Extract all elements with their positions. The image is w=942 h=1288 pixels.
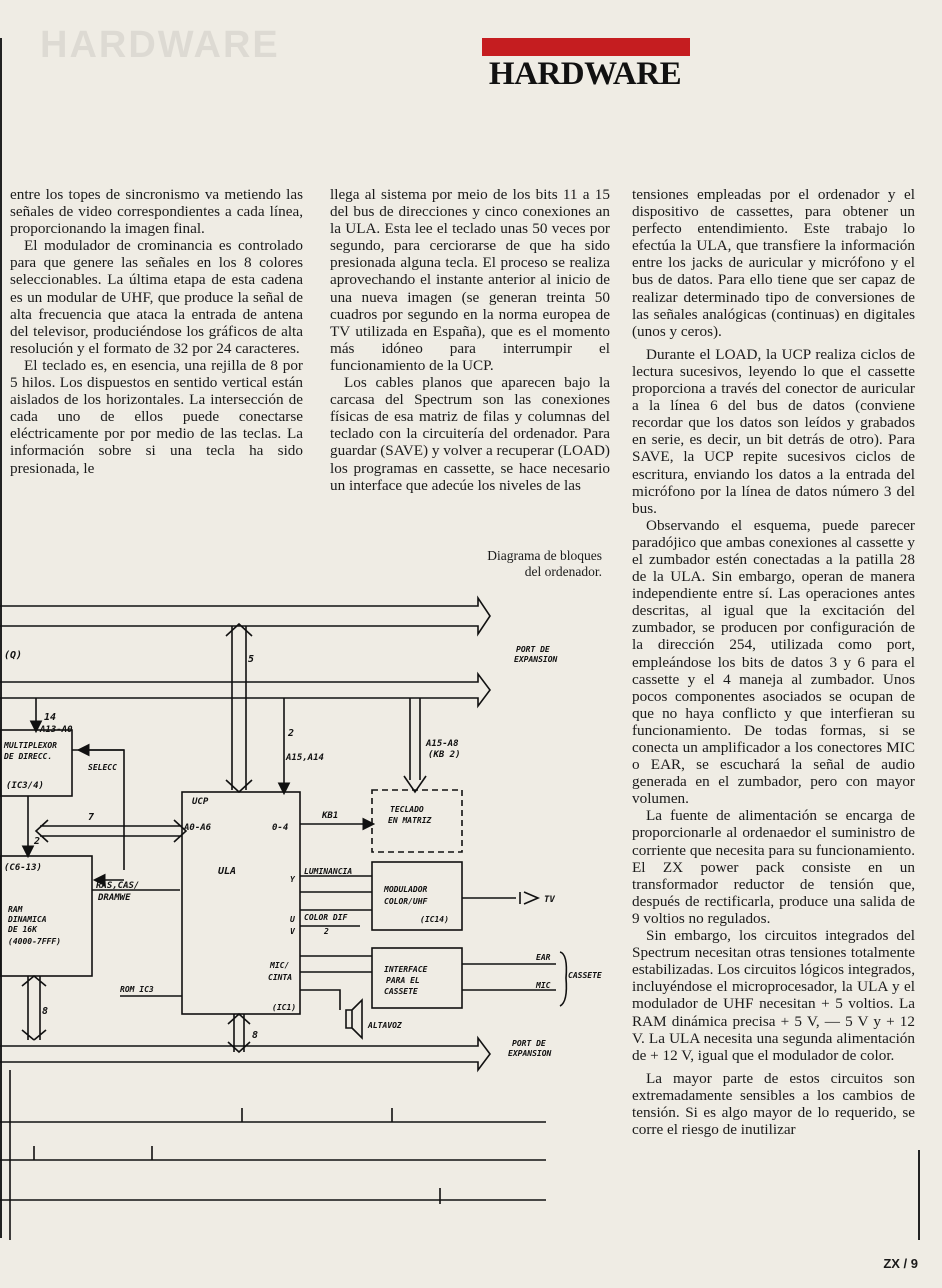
paragraph: Los cables planos que aparecen bajo la carcasa del Spectrum son las conexiones físicas de esa matriz de filas y columnas del teclado con la circuitería del ordenador. Para guardar (SAVE) y volver a recuperar (LOAD) los programas en cassette, se hace necesario un interface que adecúe los niveles de las	[330, 374, 610, 494]
diagram-label: (Q)	[4, 650, 23, 661]
paragraph: entre los topes de sincronismo va metiendo las señales de video correspondientes a cada línea, proporcionando la imagen final.	[10, 186, 303, 238]
paragraph: La fuente de alimentación se encarga de proporcionarle al ordenaedor el suministro de corriente que necesita para su funcionamiento. El ZX power pack consiste en un transformador reductor de tensión que, después de rectificarla, produce una salida de 9 voltios no regulados.	[632, 807, 915, 927]
diagram-label: 2	[288, 728, 295, 739]
paragraph: Observando el esquema, puede parecer paradójico que ambas conexiones al cassette y el zumbador estén conectadas a la patilla 28 de la ULA. Sin embargo, operan de manera independiente entre sí. Las operaciones antes descritas, al igual que la excitación del zumbador, se producen por configuración de la dirección 254, utilizada como port, empleándose los bits de datos 3 y 6 para el cassette y el 4 maneja al zumbador. Unos pocos componentes asociados se ocupan de que no haya conflicto y que interfieran su funcionamiento. De todas formas, si se conecta un amplificador a los conectores MIC o EAR, se escuchará la señal de audio generada en el zumbador, pero con mayor volumen.	[632, 516, 915, 808]
diagram-label: MIC	[536, 981, 551, 990]
diagram-label: COLOR DIF	[304, 913, 348, 922]
caption-line: del ordenador.	[524, 564, 602, 579]
diagram-label: V	[290, 927, 295, 936]
diagram-label: PORT DE	[516, 645, 550, 654]
diagram-label: MIC/	[270, 961, 290, 970]
diagram-label: TV	[544, 895, 555, 905]
paragraph: Durante el LOAD, la UCP realiza ciclos de lectura sucesivos, leyendo lo que el cassette proporciona a través del conector de auricular a la línea 6 del bus de datos (conviene recordar que los datos son leídos y grabados en serie, es decir, un bit detrás de otro). Para SAVE, la UCP repite sucesivos ciclos de escritura, enviando los datos a la entrada del micrófono por la línea de datos número 3 del bus.	[632, 345, 915, 517]
diagram-label: EXPANSION	[508, 1049, 552, 1058]
section-header: HARDWARE	[488, 56, 682, 92]
diagram-label: DE DIRECC.	[4, 752, 53, 761]
diagram-label: UCP	[192, 797, 209, 807]
diagram-label: A0-A6	[184, 823, 212, 833]
diagram-label: Y	[290, 875, 295, 884]
diagram-label: (4000-7FFF)	[8, 937, 61, 946]
diagram-label: 2	[324, 927, 329, 936]
diagram-label: (IC3/4)	[6, 781, 44, 791]
paragraph: El modulador de crominancia es controlado para que genere las señales en los 8 colores seleccionables. La última etapa de esta cadena es un modular de UHF, que produce la señal de alta frecuencia que ataca la entrada de antena del televisor, produciéndose los gráficos de alta resolución y el formato de 32 por 24 caracteres.	[10, 237, 303, 357]
diagram-label: LUMINANCIA	[304, 867, 353, 876]
diagram-label: 8	[252, 1030, 259, 1041]
section-color-bar	[482, 38, 690, 56]
text-column-2	[330, 186, 610, 494]
diagram-label: A15,A14	[286, 753, 324, 763]
diagram-label: DE 16K	[8, 925, 37, 934]
paragraph: llega al sistema por meio de los bits 11 a 15 del bus de direcciones y cinco conexiones an la ULA. Esta lee el teclado unas 50 veces por segundo, para cerciorarse de que ha sido presionada alguna tecla. El proceso se realiza aprovechando el instante anterior al inicio de una nueva imagen (se generan treinta 50 cuadros por segundo en la norma europea de TV utilizada en España), que es el momento más idóneo para interrumpir el funcionamiento de la UCP.	[330, 186, 610, 374]
diagram-label: 5	[248, 654, 255, 665]
diagram-label: ALTAVOZ	[368, 1021, 402, 1030]
address-bus	[0, 674, 490, 706]
diagram-label: DRAMWE	[98, 893, 131, 903]
paragraph: Sin embargo, los circuitos integrados del Spectrum necesitan otras tensiones totalmente estabilizadas. Los circuitos lógicos integrados, incluyéndose el microprocesador, la ULA y el modulador de UHF necesitan + 5 voltios. La RAM dinámica precisa + 5 V, — 5 V y + 12 V. La ULA necesita una segunda alimentación de + 12 V, igual que el modulador de color.	[632, 927, 915, 1064]
paragraph: El teclado es, en esencia, una rejilla de 8 por 5 hilos. Los dispuestos en sentido vertical están aislados de los horizontales. La intersección de cada uno de ellos puede conectarse eléctricamente por por medio de las teclas. La información sobre si una tecla ha sido presionada, le	[10, 356, 303, 477]
diagram-label: PARA EL	[386, 976, 420, 985]
diagram-label: EXPANSION	[514, 655, 558, 664]
diagram-label: 2	[34, 836, 41, 847]
diagram-label: DINAMICA	[8, 915, 47, 924]
paragraph: tensiones empleadas por el ordenador y el dispositivo de cassettes, para obtener un perfecto entendimiento. Este trabajo lo efectúa la ULA, que transfiere la información entre los jacks de auricular y micrófono y el bus de datos. Para ello tiene que ser capaz de realizar determinado tipo de conversiones de las señales analógicas (continuas) en digitales (unos y ceros).	[632, 186, 915, 340]
right-rule	[918, 1150, 920, 1240]
diagram-label: (IC14)	[420, 915, 449, 924]
text-column-3	[632, 186, 915, 1138]
diagram-label: EN MATRIZ	[388, 816, 432, 825]
diagram-label: A15-A8	[426, 739, 459, 749]
diagram-label: (KB 2)	[428, 750, 461, 760]
diagram-label: COLOR/UHF	[384, 897, 428, 906]
diagram-label: SELECC	[88, 763, 117, 772]
diagram-label: RAM	[8, 905, 23, 914]
diagram-label: (C6-13)	[4, 863, 42, 873]
text-column-1	[10, 186, 303, 477]
diagram-label: CASSETE	[568, 971, 602, 980]
diagram-label: (IC1)	[272, 1003, 297, 1012]
diagram-label: EAR	[536, 953, 551, 962]
diagram-label: 0-4	[272, 823, 289, 833]
diagram-label: KB1	[322, 811, 339, 821]
diagram-label: MODULADOR	[384, 885, 428, 894]
caption-line: Diagrama de bloques	[487, 548, 602, 563]
diagram-label: 7	[88, 812, 95, 823]
diagram-label: INTERFACE	[384, 965, 428, 974]
bottom-expansion-bus	[0, 1038, 490, 1070]
diagram-label: A13-A0	[40, 725, 73, 735]
diagram-label: 8	[42, 1006, 49, 1017]
paragraph: La mayor parte de estos circuitos son extremadamente sensibles a los cambios de tensión. Si es algo mayor de lo requerido, se corre el riesgo de inutilizar	[632, 1069, 915, 1139]
ula-data-bus	[232, 626, 246, 790]
diagram-label: ULA	[218, 866, 237, 877]
ghost-title: HARDWARE	[40, 24, 280, 66]
diagram-label: 14	[44, 712, 57, 723]
diagram-label: TECLADO	[390, 805, 424, 814]
diagram-label: U	[290, 915, 295, 924]
block-diagram	[0, 540, 612, 1250]
diagram-label: PORT DE	[512, 1039, 546, 1048]
diagram-label: RAS,CAS/	[96, 881, 140, 891]
page-folio: ZX / 9	[883, 1256, 918, 1271]
diagram-label: MULTIPLEXOR	[4, 741, 57, 750]
diagram-label: CASSETE	[384, 987, 418, 996]
diagram-label: ROM IC3	[120, 985, 154, 994]
diagram-label: CINTA	[268, 973, 293, 982]
